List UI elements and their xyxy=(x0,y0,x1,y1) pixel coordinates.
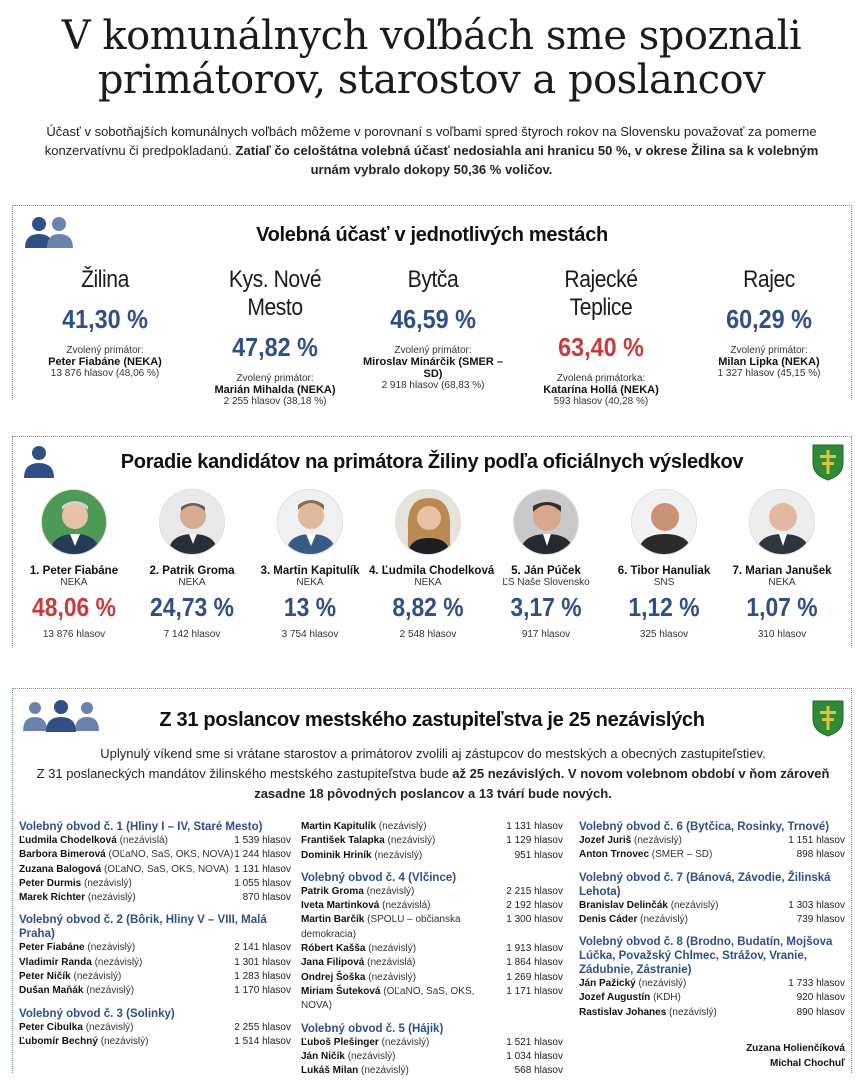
city-votes: 13 876 hlasov (48,06 %) xyxy=(50,368,160,379)
councillor-name: Jozef Juriš xyxy=(579,835,632,846)
candidate-votes: 7 142 hlasov xyxy=(163,629,221,640)
councillor-name: František Talapka xyxy=(301,835,385,847)
city-name: Žilina xyxy=(81,266,129,293)
city-card xyxy=(353,266,513,391)
candidate-percentage: 13 % xyxy=(283,592,337,622)
councillor-party: (nezávislý) xyxy=(670,899,719,911)
city-turnout: 46,59 % xyxy=(390,304,476,334)
lead-bold: Zatiaľ čo celoštátna volebná účasť nedosiahla ani hranicu 50 %, v okrese Žilina sa k volebným urnám vybralo dokopy 50,36 % voličov. xyxy=(235,143,819,177)
city-mayor: Katarína Hollá (NEKA) xyxy=(543,384,659,396)
councillor-row xyxy=(19,834,291,848)
councillor-name: Martin Barčík xyxy=(301,914,365,926)
city-votes: 593 hlasov (40,28 %) xyxy=(553,396,649,407)
councillor-votes: 1 913 hlasov xyxy=(506,943,563,955)
candidate-votes: 325 hlasov xyxy=(639,629,689,640)
councillor-name: Ondrej Šoška xyxy=(301,971,366,983)
councillor-name: Denis Cáder xyxy=(579,913,638,925)
city-name: Kys. Nové Mesto xyxy=(228,266,322,321)
councillor-party: (nezávislý) xyxy=(361,1065,409,1077)
councillor-party: (nezávislý) xyxy=(87,942,136,954)
candidate-name: 2. Patrik Groma xyxy=(149,565,235,577)
councillor-name-party xyxy=(19,863,229,877)
candidate-photo-avatar xyxy=(749,489,815,555)
councillor-votes: 1 303 hlasov xyxy=(788,899,845,911)
councillor-row xyxy=(19,941,291,955)
city-mayor: Marián Mihalda (NEKA) xyxy=(214,384,336,396)
council-title: Z 31 poslancov mestského zastupiteľstva je 25 nezávislých xyxy=(159,709,705,731)
councillor-row xyxy=(19,848,291,862)
councillor-name-party xyxy=(579,991,681,1005)
councillor-votes: 1 283 hlasov xyxy=(234,971,291,983)
councillor-votes: 870 hlasov xyxy=(242,892,291,904)
councillor-name: Peter Cibulka xyxy=(19,1021,83,1033)
council-intro-normal: Z 31 poslaneckých mandátov žilinského mestského zastupiteľstva bude xyxy=(36,766,453,781)
councillor-votes: 890 hlasov xyxy=(796,1006,845,1018)
councillor-name-party xyxy=(301,1036,429,1050)
ranking-section xyxy=(12,436,852,648)
councillor-votes: 1 514 hlasov xyxy=(234,1035,291,1047)
councillor-row xyxy=(301,971,563,985)
councillor-name-party xyxy=(301,913,506,942)
councillor-name: Barbora Bimerová xyxy=(19,849,106,861)
city-name: Rajecké Teplice xyxy=(564,266,638,321)
city-card xyxy=(195,266,355,407)
candidate-percentage: 3,17 % xyxy=(510,592,582,622)
councillor-name-party xyxy=(301,1064,409,1078)
candidate-party: NEKA xyxy=(60,577,88,588)
councillor-party: (nezávislý) xyxy=(94,956,143,968)
councillor-row xyxy=(301,1050,563,1064)
lead-normal: Účasť v sobotňajších komunálnych voľbách môžeme v porovnaní s voľbami spred štyroch rokov na Slovensku považovať za pomerne konzervatívnu či predpokladanú. xyxy=(44,124,817,158)
candidate-party: NEKA xyxy=(414,577,442,588)
author-name: Michal Chochuľ xyxy=(770,1058,845,1069)
district-column-2 xyxy=(301,820,563,1078)
candidate-percentage: 24,73 % xyxy=(150,592,234,622)
councillor-name-party xyxy=(301,971,416,985)
councillor-name: Róbert Kašša xyxy=(301,943,366,955)
councillor-name-party xyxy=(19,877,132,891)
councillor-party: (nezávislý) xyxy=(669,1006,717,1018)
councillor-name: Branislav Delinčák xyxy=(579,899,668,911)
ranking-title: Poradie kandidátov na primátora Žiliny podľa oficiálnych výsledkov xyxy=(120,451,744,473)
councillor-party: (nezávislý) xyxy=(366,885,415,897)
city-votes: 2 918 hlasov (68,83 %) xyxy=(381,380,485,391)
councillor-row xyxy=(301,913,563,942)
councillor-votes: 898 hlasov xyxy=(796,849,845,861)
city-card xyxy=(521,266,681,407)
district-title: Volebný obvod č. 2 (Bôrik, Hliny V – VIII, Malá Praha) xyxy=(19,914,267,941)
councillor-votes: 1 151 hlasov xyxy=(788,835,845,846)
councillor-party: (nezávislý) xyxy=(378,821,427,832)
councillor-row xyxy=(301,942,563,956)
councillor-row xyxy=(579,848,845,862)
councillor-name-party xyxy=(301,834,435,848)
candidate-percentage: 1,07 % xyxy=(746,592,818,622)
councillor-row xyxy=(19,891,291,905)
councillor-party: (nezávislý) xyxy=(87,892,136,904)
councillor-row xyxy=(579,834,845,848)
councillor-name-party xyxy=(579,848,712,862)
councillor-party: (nezávislý) xyxy=(387,835,436,847)
councillor-votes: 2 192 hlasov xyxy=(506,900,563,912)
councillor-name: Iveta Martinková xyxy=(301,900,380,912)
councillor-row xyxy=(19,1021,291,1035)
candidate-photo-avatar xyxy=(631,489,697,555)
councillor-party: (OĽaNO, SaS, OKS, NOVA) xyxy=(104,863,229,875)
councillor-name-party xyxy=(301,942,416,956)
council-intro xyxy=(33,744,833,804)
city-role: Zvolený primátor: xyxy=(66,345,144,356)
district-title: Volebný obvod č. 6 (Bytčica, Rosinky, Trnové) xyxy=(579,821,830,833)
councillor-party: (OĽaNO, SaS, OKS, NOVA) xyxy=(301,985,475,1012)
city-votes: 1 327 hlasov (45,15 %) xyxy=(717,368,821,379)
council-intro-bold: až 25 nezávislých. V novom volebnom období v ňom zároveň zasadne 18 pôvodných poslancov a 13 tvárí bude nových. xyxy=(254,766,830,801)
candidate-percentage: 1,12 % xyxy=(628,592,700,622)
councillor-votes: 1 129 hlasov xyxy=(506,835,563,847)
councillor-name: Patrik Groma xyxy=(301,885,364,897)
candidate-votes: 13 876 hlasov xyxy=(42,629,106,640)
candidate-name: 1. Peter Fiabáne xyxy=(29,565,119,577)
councillor-votes: 2 215 hlasov xyxy=(506,885,563,897)
councillor-row xyxy=(301,956,563,970)
headline-line-2: primátorov, starostov a poslancov xyxy=(97,57,766,103)
councillor-name: Zuzana Balogová xyxy=(19,863,102,875)
councillor-party: (nezávislý) xyxy=(381,1036,430,1048)
councillor-party: (nezávislý) xyxy=(638,978,687,990)
councillor-votes: 1 055 hlasov xyxy=(234,877,291,889)
council-intro-line1: Uplynulý víkend sme si vrátane starostov a primátorov zvolili aj zástupcov do mestských a obecných zastupiteľstiev. xyxy=(100,746,766,761)
councillor-name-party xyxy=(19,941,135,955)
candidate-card xyxy=(369,489,495,640)
city-name: Bytča xyxy=(407,266,459,293)
candidate-party: SNS xyxy=(653,577,675,588)
councillor-name-party xyxy=(301,820,427,834)
candidate-name: 4. Ľudmila Chodelková xyxy=(369,565,495,577)
authors xyxy=(746,1041,845,1071)
district-title: Volebný obvod č. 7 (Bánová, Závodie, Žilinská Lehota) xyxy=(579,871,831,898)
councillor-row xyxy=(301,885,563,899)
candidate-name: 3. Martin Kapitulík xyxy=(260,565,360,577)
councillor-name: Dušan Maňák xyxy=(19,985,84,997)
councillor-row xyxy=(579,1006,845,1020)
councillor-votes: 1 034 hlasov xyxy=(506,1050,563,1062)
councillor-name-party xyxy=(301,956,416,970)
district-title: Volebný obvod č. 8 (Brodno, Budatín, Mojšova Lúčka, Považský Chlmec, Strážov, Vranie, Zádubnie, Zástranie) xyxy=(579,936,833,977)
councillor-name: Ján Pažický xyxy=(579,978,636,990)
councillor-name: Marek Richter xyxy=(19,892,86,904)
candidate-name: 5. Ján Púček xyxy=(511,565,581,577)
candidate-photo-avatar xyxy=(277,489,343,555)
councillor-party: (nezávislý) xyxy=(347,1050,396,1062)
councillor-votes: 568 hlasov xyxy=(514,1065,563,1077)
councillor-name: Peter Durmis xyxy=(19,877,82,889)
candidate-card xyxy=(251,489,369,640)
councillor-name: Martin Kapitulík xyxy=(301,821,377,832)
councillor-name: Peter Fiabáne xyxy=(19,942,85,954)
councillor-party: (nezávislý) xyxy=(85,1021,134,1033)
councillor-name: Ján Ničík xyxy=(301,1050,345,1062)
councillor-name-party xyxy=(579,899,719,913)
councillor-votes: 920 hlasov xyxy=(796,992,845,1004)
councillor-name: Dominik Hriník xyxy=(301,849,372,861)
councillor-votes: 2 141 hlasov xyxy=(234,942,291,954)
councillor-row xyxy=(19,970,291,984)
city-name: Rajec xyxy=(743,266,795,293)
councillor-name: Jana Filipová xyxy=(301,957,365,969)
councillor-votes: 1 244 hlasov xyxy=(234,849,291,861)
councillor-name-party xyxy=(579,913,688,927)
councillor-party: (nezávislý) xyxy=(634,835,682,846)
councillor-name-party xyxy=(19,956,142,970)
councillor-party: (nezávislý) xyxy=(368,971,417,983)
candidate-photo-avatar xyxy=(159,489,225,555)
city-votes: 2 255 hlasov (38,18 %) xyxy=(223,396,327,407)
councillor-row xyxy=(19,956,291,970)
councillor-name-party xyxy=(301,985,506,1014)
councillor-party: (nezávislý) xyxy=(374,849,423,861)
district-title: Volebný obvod č. 1 (Hliny I – IV, Staré Mesto) xyxy=(19,821,263,833)
candidate-card xyxy=(723,489,841,640)
councillor-name: Anton Trnovec xyxy=(579,849,650,861)
councillor-name-party xyxy=(301,899,431,913)
councillor-name-party xyxy=(19,891,136,905)
headline-line-1: V komunálnych voľbách sme spoznali xyxy=(61,13,802,59)
candidate-votes: 917 hlasov xyxy=(521,629,571,640)
councillor-party: (nezávislý) xyxy=(100,1035,149,1047)
councillor-votes: 1 864 hlasov xyxy=(506,957,563,969)
councillor-votes: 1 131 hlasov xyxy=(234,863,291,875)
city-turnout: 63,40 % xyxy=(558,332,644,362)
councillor-name-party xyxy=(301,885,414,899)
councillor-name: Ľuboš Plešinger xyxy=(301,1036,379,1048)
candidate-name: 6. Tibor Hanuliak xyxy=(617,565,711,577)
councillor-name-party xyxy=(301,1050,396,1064)
candidate-votes: 310 hlasov xyxy=(757,629,807,640)
councillor-votes: 1 521 hlasov xyxy=(506,1036,563,1048)
councillor-name-party xyxy=(19,848,233,862)
council-section xyxy=(12,688,852,1077)
city-role: Zvolená primátorka: xyxy=(556,373,646,384)
councillor-name-party xyxy=(301,849,422,863)
councillor-row xyxy=(301,985,563,1014)
city-role: Zvolený primátor: xyxy=(730,345,808,356)
councillor-row xyxy=(579,977,845,991)
councillor-name: Peter Ničík xyxy=(19,971,71,983)
city-mayor: Peter Fiabáne (NEKA) xyxy=(48,356,162,368)
councillor-row xyxy=(19,863,291,877)
councillor-votes: 951 hlasov xyxy=(514,849,563,861)
councillor-votes: 1 539 hlasov xyxy=(234,835,291,846)
city-card xyxy=(25,266,185,379)
city-card xyxy=(689,266,849,379)
councillor-party: (nezávislá) xyxy=(382,900,431,912)
councillor-name-party xyxy=(579,1006,717,1020)
councillor-votes: 1 131 hlasov xyxy=(506,821,563,832)
councillor-row xyxy=(301,820,563,834)
candidate-photo-avatar xyxy=(41,489,107,555)
councillor-row xyxy=(301,1064,563,1078)
author-name: Zuzana Holienčíková xyxy=(746,1043,845,1054)
city-role: Zvolený primátor: xyxy=(394,345,472,356)
councillor-votes: 1 301 hlasov xyxy=(234,956,291,968)
councillor-row xyxy=(301,899,563,913)
candidate-photo-avatar xyxy=(395,489,461,555)
councillor-name: Jozef Augustín xyxy=(579,992,651,1004)
councillor-votes: 1 300 hlasov xyxy=(506,914,563,926)
city-turnout: 41,30 % xyxy=(62,304,148,334)
councillor-party: (OĽaNO, SaS, OKS, NOVA) xyxy=(108,849,234,861)
city-mayor: Miroslav Minárčik (SMER – SD) xyxy=(363,356,503,380)
councillor-party: (nezávislá) xyxy=(119,835,168,846)
candidate-card xyxy=(605,489,723,640)
councillor-row xyxy=(301,849,563,863)
candidate-party: NEKA xyxy=(178,577,206,588)
candidate-percentage: 8,82 % xyxy=(392,592,464,622)
councillor-party: (nezávislý) xyxy=(368,943,417,955)
councillor-name-party xyxy=(19,984,134,998)
councillor-votes: 1 171 hlasov xyxy=(506,985,563,997)
councillor-party: (nezávislý) xyxy=(640,913,688,925)
district-column-3 xyxy=(579,820,845,1020)
councillor-party: (nezávislý) xyxy=(73,971,122,983)
councillor-name-party xyxy=(19,1021,134,1035)
district-title: Volebný obvod č. 3 (Solinky) xyxy=(19,1007,175,1020)
councillor-row xyxy=(301,834,563,848)
councillor-name: Ľubomír Bechný xyxy=(19,1035,98,1047)
candidate-party: NEKA xyxy=(768,577,796,588)
councillor-row xyxy=(19,1035,291,1049)
lead-paragraph xyxy=(40,122,823,179)
candidate-percentage: 48,06 % xyxy=(32,592,116,622)
turnout-section xyxy=(12,205,852,407)
councillor-name-party xyxy=(19,834,168,848)
council-intro-line2 xyxy=(33,764,833,804)
councillor-votes: 1 170 hlasov xyxy=(234,985,291,997)
councillor-name-party xyxy=(579,977,686,991)
councillor-row xyxy=(19,877,291,891)
candidate-party: ĽS Naše Slovensko xyxy=(502,577,590,588)
councillor-votes: 739 hlasov xyxy=(796,913,845,925)
councillor-name: Ľudmila Chodelková xyxy=(19,835,117,846)
candidate-party: NEKA xyxy=(296,577,324,588)
councillor-party: (nezávislý) xyxy=(84,877,132,889)
councillor-party: (KDH) xyxy=(653,992,681,1004)
councillor-party: (nezávislá) xyxy=(367,957,416,969)
councillor-name: Rastislav Johanes xyxy=(579,1006,667,1018)
councillor-name-party xyxy=(19,970,121,984)
headline xyxy=(0,14,863,102)
candidate-card xyxy=(133,489,251,640)
councillor-name-party xyxy=(579,834,682,848)
councillor-name: Lukáš Milan xyxy=(301,1065,359,1077)
councillor-party: (SPOLU – občianska demokracia) xyxy=(301,914,461,940)
district-column-1 xyxy=(19,820,291,1049)
candidate-card xyxy=(15,489,133,640)
city-turnout: 60,29 % xyxy=(726,304,812,334)
city-role: Zvolený primátor: xyxy=(236,373,314,384)
district-title: Volebný obvod č. 5 (Hájik) xyxy=(301,1022,444,1035)
councillor-votes: 1 733 hlasov xyxy=(788,978,845,990)
turnout-title: Volebná účasť v jednotlivých mestách xyxy=(256,224,608,246)
councillor-row xyxy=(579,899,845,913)
councillor-row xyxy=(579,991,845,1005)
councillor-votes: 1 269 hlasov xyxy=(506,971,563,983)
councillor-party: (nezávislý) xyxy=(86,985,135,997)
councillor-name: Vladimír Randa xyxy=(19,956,92,968)
candidate-photo-avatar xyxy=(513,489,579,555)
councillor-party: (SMER – SD) xyxy=(651,849,713,861)
district-title: Volebný obvod č. 4 (Vlčince) xyxy=(301,871,457,884)
city-mayor: Milan Lipka (NEKA) xyxy=(718,356,820,368)
councillor-row xyxy=(579,913,845,927)
candidate-votes: 3 754 hlasov xyxy=(281,629,339,640)
councillor-row xyxy=(19,984,291,998)
candidate-card xyxy=(487,489,605,640)
candidate-name: 7. Marian Janušek xyxy=(732,565,832,577)
councillor-name-party xyxy=(19,1035,148,1049)
councillor-name: Miriam Šuteková xyxy=(301,985,381,997)
city-turnout: 47,82 % xyxy=(232,332,318,362)
councillor-row xyxy=(301,1036,563,1050)
councillor-votes: 2 255 hlasov xyxy=(234,1021,291,1033)
candidate-votes: 2 548 hlasov xyxy=(399,629,457,640)
